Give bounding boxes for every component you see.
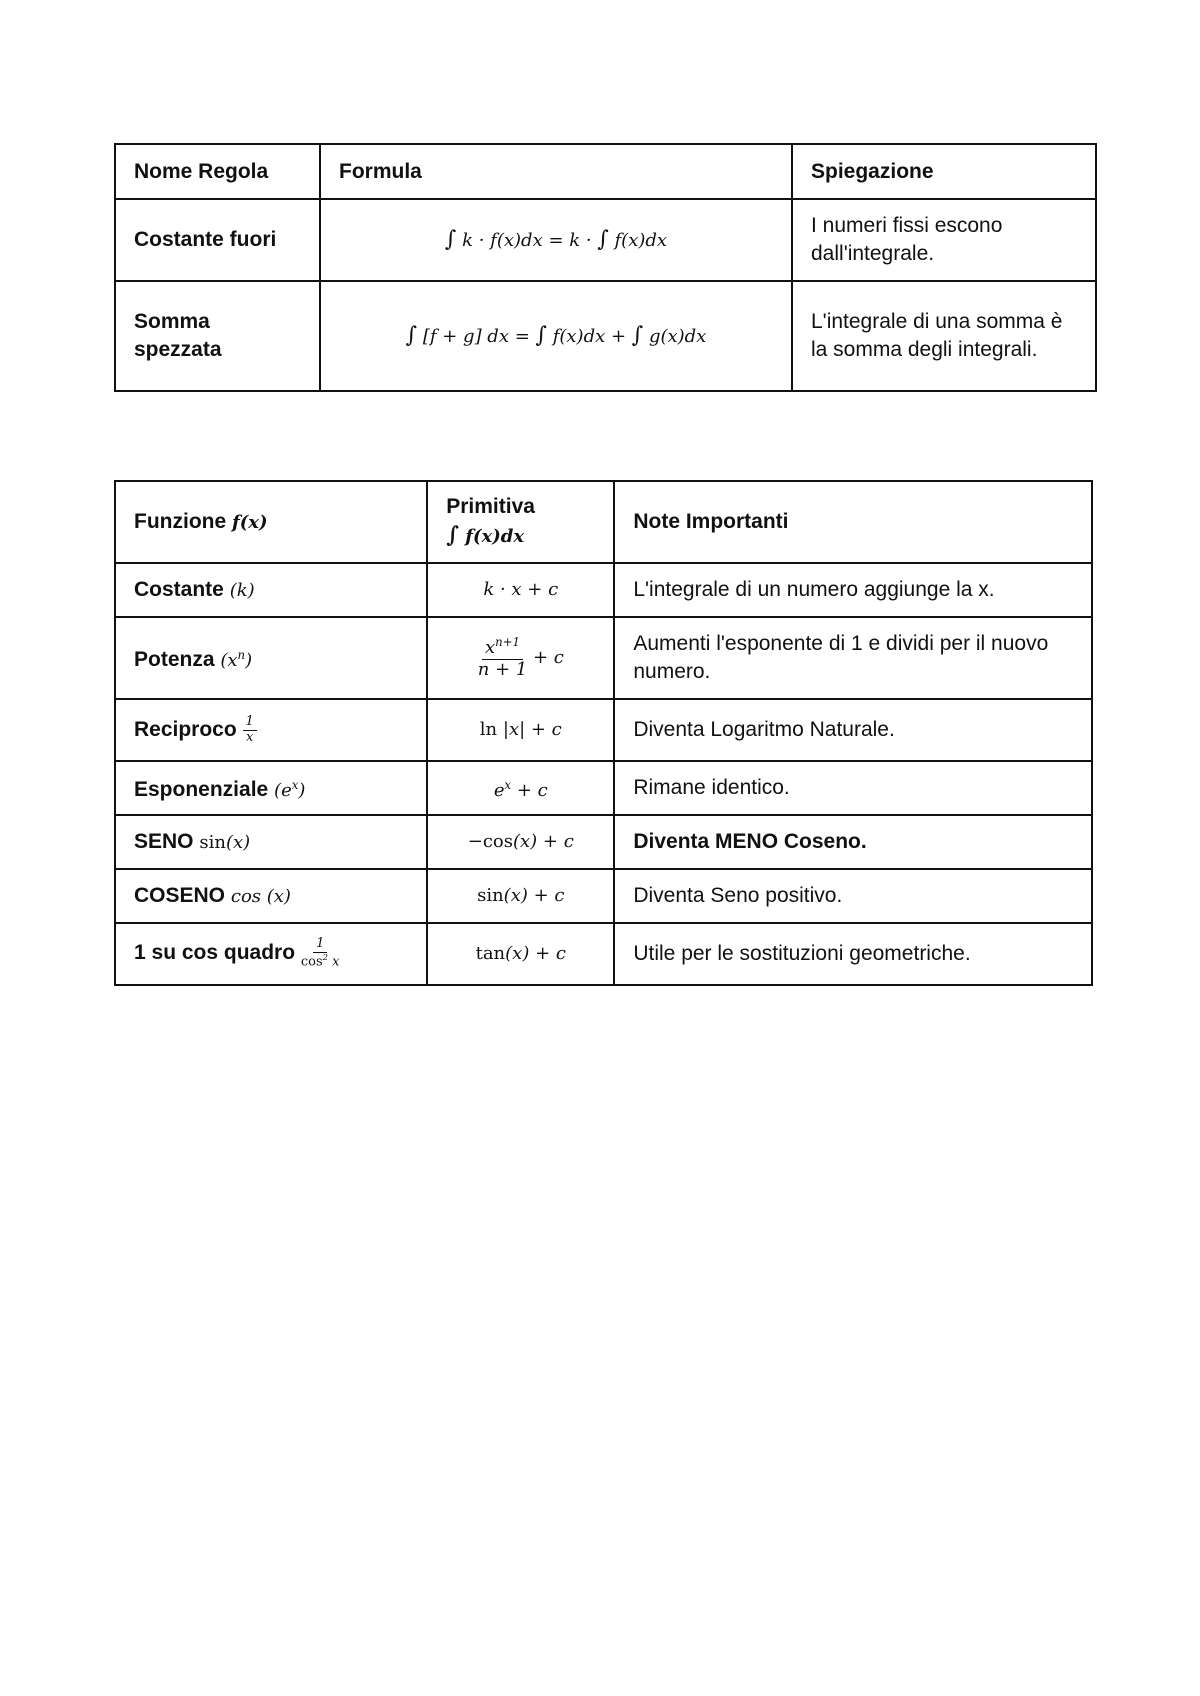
primitive-cell: sin(x) + c [427, 869, 614, 923]
function-cell: 1 su cos quadro $\frac{1}{\cos^2 x}$ [115, 923, 427, 985]
primitive-cell: −cos(x) + c [427, 815, 614, 869]
header-formula: Formula [320, 144, 792, 199]
primitive-cell: $e^x + c$ [427, 761, 614, 815]
header-primitive: Primitiva ∫ f(x)dx [427, 481, 614, 563]
integration-rules-table [114, 143, 1097, 392]
function-cell: Esponenziale $(e^x)$ [115, 761, 427, 815]
primitive-cell: tan(x) + c [427, 923, 614, 985]
note-cell: Diventa Seno positivo. [614, 869, 1092, 923]
note-cell: Aumenti l'esponente di 1 e dividi per il nuovo numero. [614, 617, 1092, 699]
function-cell: SENO sin(x) [115, 815, 427, 869]
rule-formula: ∫ [f + g] dx = ∫ f(x)dx + ∫ g(x)dx [320, 281, 792, 391]
note-cell: Utile per le sostituzioni geometriche. [614, 923, 1092, 985]
function-cell: Potenza $(x^n)$ [115, 617, 427, 699]
primitive-cell: ln |x| + c [427, 699, 614, 761]
note-cell: Diventa Logaritmo Naturale. [614, 699, 1092, 761]
header-notes: Note Importanti [614, 481, 1092, 563]
header-rule-name: Nome Regola [115, 144, 320, 199]
note-cell: Diventa MENO Coseno. [614, 815, 1092, 869]
function-cell: Reciproco $\frac{1}{x}$ [115, 699, 427, 761]
rule-name: Somma spezzata [115, 281, 320, 391]
header-explanation: Spiegazione [792, 144, 1096, 199]
primitives-table [114, 480, 1093, 986]
rule-explanation: I numeri fissi escono dall'integrale. [792, 199, 1096, 281]
note-cell: Rimane identico. [614, 761, 1092, 815]
primitive-cell: $\frac{x^{n+1}}{n + 1}$ + c [427, 617, 614, 699]
function-cell: Costante (k) [115, 563, 427, 617]
rule-formula: ∫ k · f(x)dx = k · ∫ f(x)dx [320, 199, 792, 281]
function-cell: COSENO cos (x) [115, 869, 427, 923]
rule-name: Costante fuori [115, 199, 320, 281]
rule-explanation: L'integrale di una somma è la somma degli integrali. [792, 281, 1096, 391]
header-function: Funzione f(x) [115, 481, 427, 563]
primitive-cell: k · x + c [427, 563, 614, 617]
note-cell: L'integrale di un numero aggiunge la x. [614, 563, 1092, 617]
